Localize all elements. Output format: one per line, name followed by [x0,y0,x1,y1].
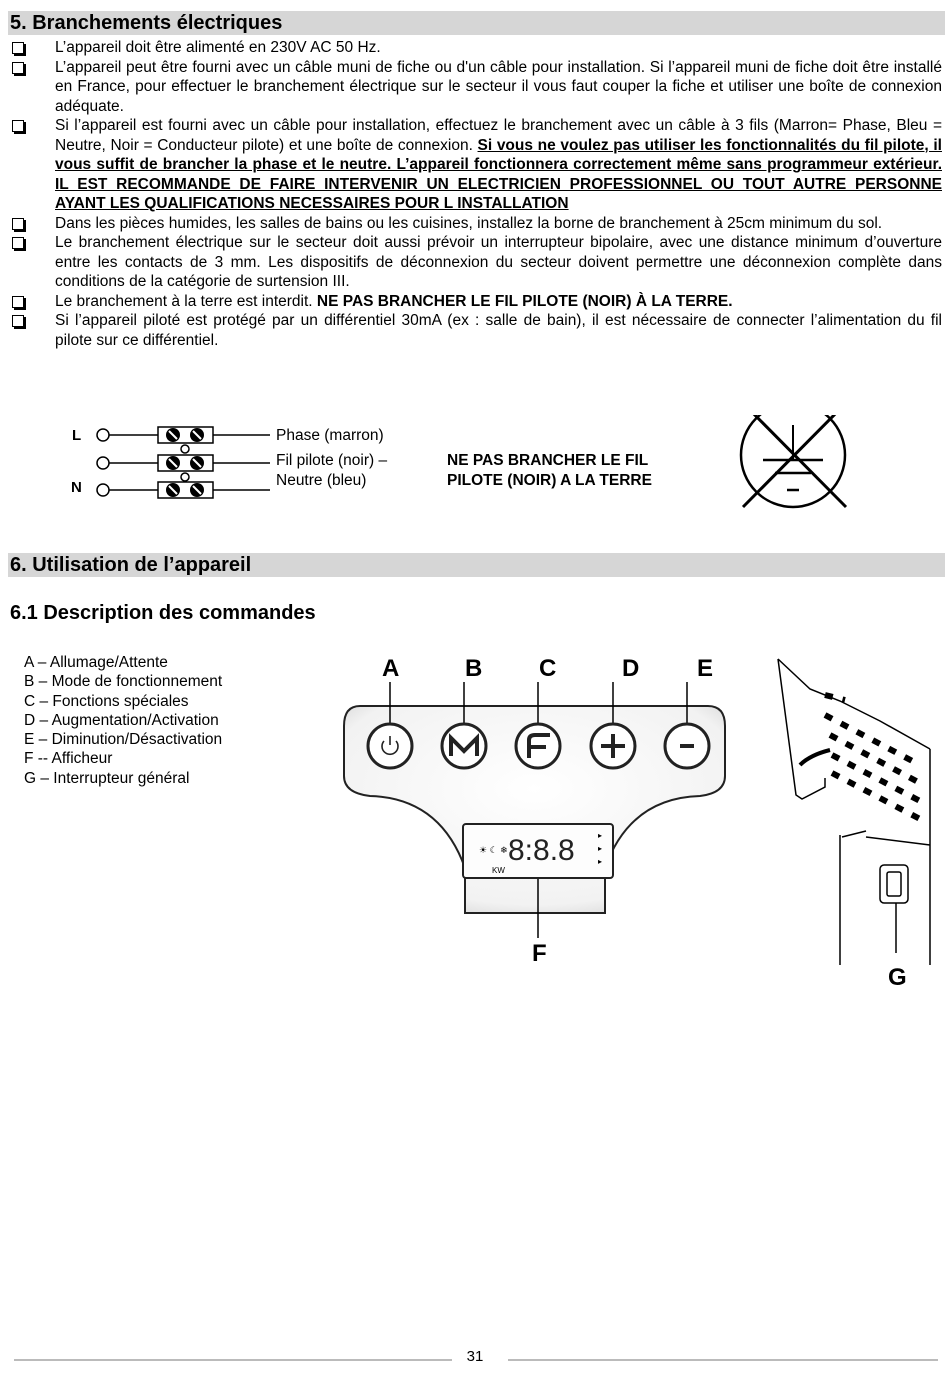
letter-F: F [532,940,547,967]
checkbox-icon [12,218,24,230]
wiring-diagram [60,415,950,515]
letter-G: G [888,964,907,991]
no-earth-icon [741,415,846,507]
legend-item-B: B – Mode de fonctionnement [24,673,223,691]
terminal-block [97,427,270,498]
lcd-digits: 8:8.8 [508,834,575,867]
bullet-item: Dans les pièces humides, les salles de bains ou les cuisines, installez la borne de branchement à 25cm minimum du sol. [10,214,942,234]
functions-button [516,724,560,768]
letter-E: E [697,655,714,682]
letter-A: A [382,655,400,682]
letter-C: C [539,655,557,682]
controls-legend [24,653,222,788]
power-button [368,724,412,768]
page-number: 31 [466,1348,484,1365]
section-5-title: 5. Branchements électriques [8,11,945,35]
svg-text:▸: ▸ [598,831,603,840]
lcd-kw: KW [492,866,505,875]
lcd-icons-left: ☀ ☾ ❄ [479,845,508,855]
svg-text:▸: ▸ [598,857,603,866]
checkbox-icon [12,296,24,308]
section-6-title: 6. Utilisation de l’appareil [8,553,945,577]
radiator-side-diagram [770,655,945,995]
checkbox-icon [12,42,24,54]
legend-item-D: D – Augmentation/Activation [24,711,219,729]
checkbox-icon [12,120,24,132]
mode-button [442,724,486,768]
label-L: L [72,427,82,444]
phase-label: Phase (marron) [276,427,384,444]
bullet-item: Le branchement à la terre est interdit. NE PAS BRANCHER LE FIL PILOTE (NOIR) À LA TERRE. [10,292,942,312]
bullet-list [10,38,942,350]
bullet-item: Si l’appareil est fourni avec un câble pour installation, effectuez le branchement avec un câble à 3 fils (Marron= Phase, Bleu = Neutre, Noir = Conducteur pilote) et une boîte de connexion. Si vous ne voulez pas utiliser les fonctionnalités du fil pilote, il vous suffit de brancher la phase et le neutre. L’appareil fonctionnera correctement même sans programmeur extérieur. IL EST RECOMMANDE DE FAIRE INTERVENIR UN ELECTRICIEN PROFESSIONNEL OU TOUT AUTRE PERSONNE AYANT LES QUALIFICATIONS NECESSAIRES POUR L INSTALLATION [10,116,942,214]
legend-item-F: F -- Afficheur [24,750,113,768]
neutre-label: Neutre (bleu) [276,472,367,489]
warning-line-2: PILOTE (NOIR) A LA TERRE [447,472,652,489]
subsection-6-1-title: 6.1 Description des commandes [10,602,316,624]
legend-item-E: E – Diminution/Désactivation [24,731,223,749]
checkbox-icon [12,237,24,249]
legend-item-A: A – Allumage/Attente [24,654,168,671]
checkbox-icon [12,315,24,327]
letter-B: B [465,655,483,682]
letter-D: D [622,655,640,682]
bullet-item: Si l’appareil piloté est protégé par un différentiel 30mA (ex : salle de bain), il est nécessaire de connecter l’alimentation du fil pilote sur ce différentiel. [10,311,942,350]
bullet-item: L’appareil peut être fourni avec un câble muni de fiche ou d'un câble pour installation. Si l’appareil muni de fiche doit être installé en France, pour effectuer le branchement électrique sur le secteur il vous faut couper la fiche et utiliser une boîte de connexion adéquate. [10,58,942,117]
bullet-item: L’appareil doit être alimenté en 230V AC 50 Hz. [10,38,942,58]
checkbox-icon [12,62,24,74]
label-N: N [71,479,82,496]
svg-text:▸: ▸ [598,844,603,853]
minus-button [665,724,709,768]
control-panel-diagram [330,648,750,978]
pilote-label: Fil pilote (noir) – [276,452,388,469]
legend-item-C: C – Fonctions spéciales [24,692,189,710]
bullet-item: Le branchement électrique sur le secteur doit aussi prévoir un interrupteur bipolaire, avec une distance minimum d’ouverture entre les contacts de 3 mm. Les dispositifs de déconnexion du secteur doivent permettre une déconnexion complète dans conditions de la catégorie de surtension III. [10,233,942,292]
warning-line-1: NE PAS BRANCHER LE FIL [447,452,649,469]
legend-item-G: G – Interrupteur général [24,769,190,787]
plus-button [591,724,635,768]
lcd-display [463,824,613,878]
